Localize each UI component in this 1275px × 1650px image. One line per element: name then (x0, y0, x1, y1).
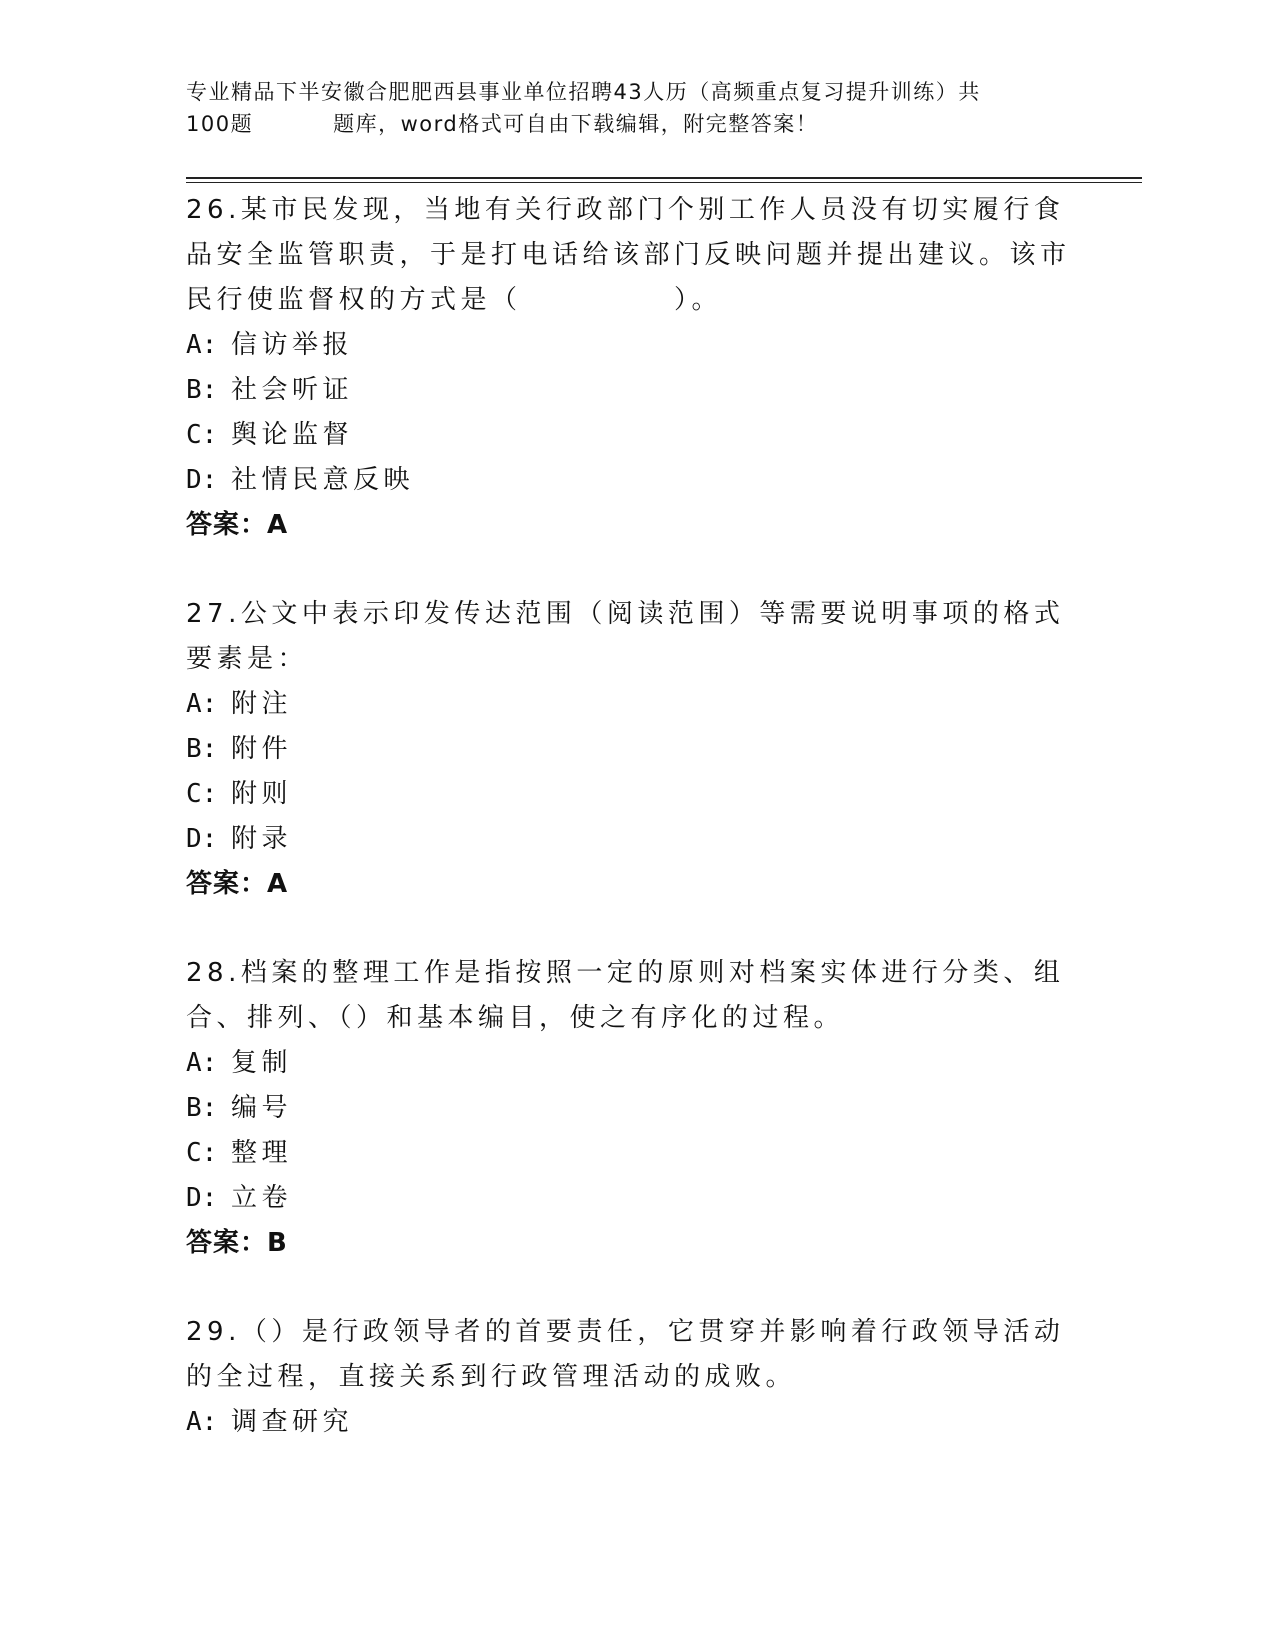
question-stem: 29.（）是行政领导者的首要责任，它贯穿并影响着行政领导活动的全过程，直接关系到行政管理活动的成败。 (186, 1317, 1065, 1392)
option-letter: C: (186, 779, 218, 809)
option-letter: D: (186, 465, 218, 495)
option-letter: B: (186, 1093, 218, 1123)
question-26 (186, 188, 1086, 548)
option-text: 社情民意反映 (231, 465, 415, 495)
question-stem: 28.档案的整理工作是指按照一定的原则对档案实体进行分类、组合、排列、（）和基本编目，使之有序化的过程。 (186, 958, 1065, 1033)
option-letter: C: (186, 420, 218, 450)
option-text: 舆论监督 (231, 420, 354, 450)
option-letter: A: (186, 330, 218, 360)
option-b (186, 1086, 1086, 1131)
document-header (186, 76, 1086, 140)
option-text: 附件 (231, 734, 293, 764)
option-d (186, 817, 1086, 862)
option-b (186, 368, 1086, 413)
option-text: 附录 (231, 824, 293, 854)
header-line-2 (186, 108, 1086, 140)
option-c (186, 413, 1086, 458)
option-letter: A: (186, 689, 218, 719)
option-text: 社会听证 (231, 375, 354, 405)
question-stem: 26.某市民发现，当地有关行政部门个别工作人员没有切实履行食品安全监管职责，于是打电话给该部门反映问题并提出建议。该市民行使监督权的方式是（ ）。 (186, 195, 1071, 315)
header-description: 题库，word格式可自由下载编辑，附完整答案！ (333, 112, 819, 136)
header-line-1: 专业精品下半安徽合肥肥西县事业单位招聘43人历（高频重点复习提升训练）共 (186, 80, 981, 104)
option-a (186, 1041, 1086, 1086)
question-27 (186, 592, 1086, 907)
question-stem: 27.公文中表示印发传达范围（阅读范围）等需要说明事项的格式要素是： (186, 599, 1065, 674)
option-letter: D: (186, 824, 218, 854)
option-letter: B: (186, 375, 218, 405)
header-divider-thin (186, 182, 1142, 183)
option-a (186, 1400, 1086, 1445)
answer-line: 答案：A (186, 869, 289, 899)
question-28 (186, 951, 1086, 1266)
option-letter: A: (186, 1407, 218, 1437)
header-count: 100题 (186, 112, 254, 136)
option-text: 信访举报 (231, 330, 354, 360)
option-letter: D: (186, 1183, 218, 1213)
option-d (186, 458, 1086, 503)
option-text: 整理 (231, 1138, 293, 1168)
question-29 (186, 1310, 1086, 1445)
answer-line: 答案：B (186, 1228, 288, 1258)
option-letter: A: (186, 1048, 218, 1078)
option-text: 附则 (231, 779, 293, 809)
option-c (186, 772, 1086, 817)
option-letter: B: (186, 734, 218, 764)
option-d (186, 1176, 1086, 1221)
answer-line: 答案：A (186, 510, 289, 540)
option-a (186, 323, 1086, 368)
option-text: 编号 (231, 1093, 293, 1123)
header-divider-thick (186, 177, 1142, 179)
option-text: 复制 (231, 1048, 293, 1078)
option-c (186, 1131, 1086, 1176)
option-text: 立卷 (231, 1183, 293, 1213)
option-letter: C: (186, 1138, 218, 1168)
question-list (186, 188, 1086, 1489)
option-text: 调查研究 (231, 1407, 354, 1437)
option-a (186, 682, 1086, 727)
option-b (186, 727, 1086, 772)
option-text: 附注 (231, 689, 293, 719)
